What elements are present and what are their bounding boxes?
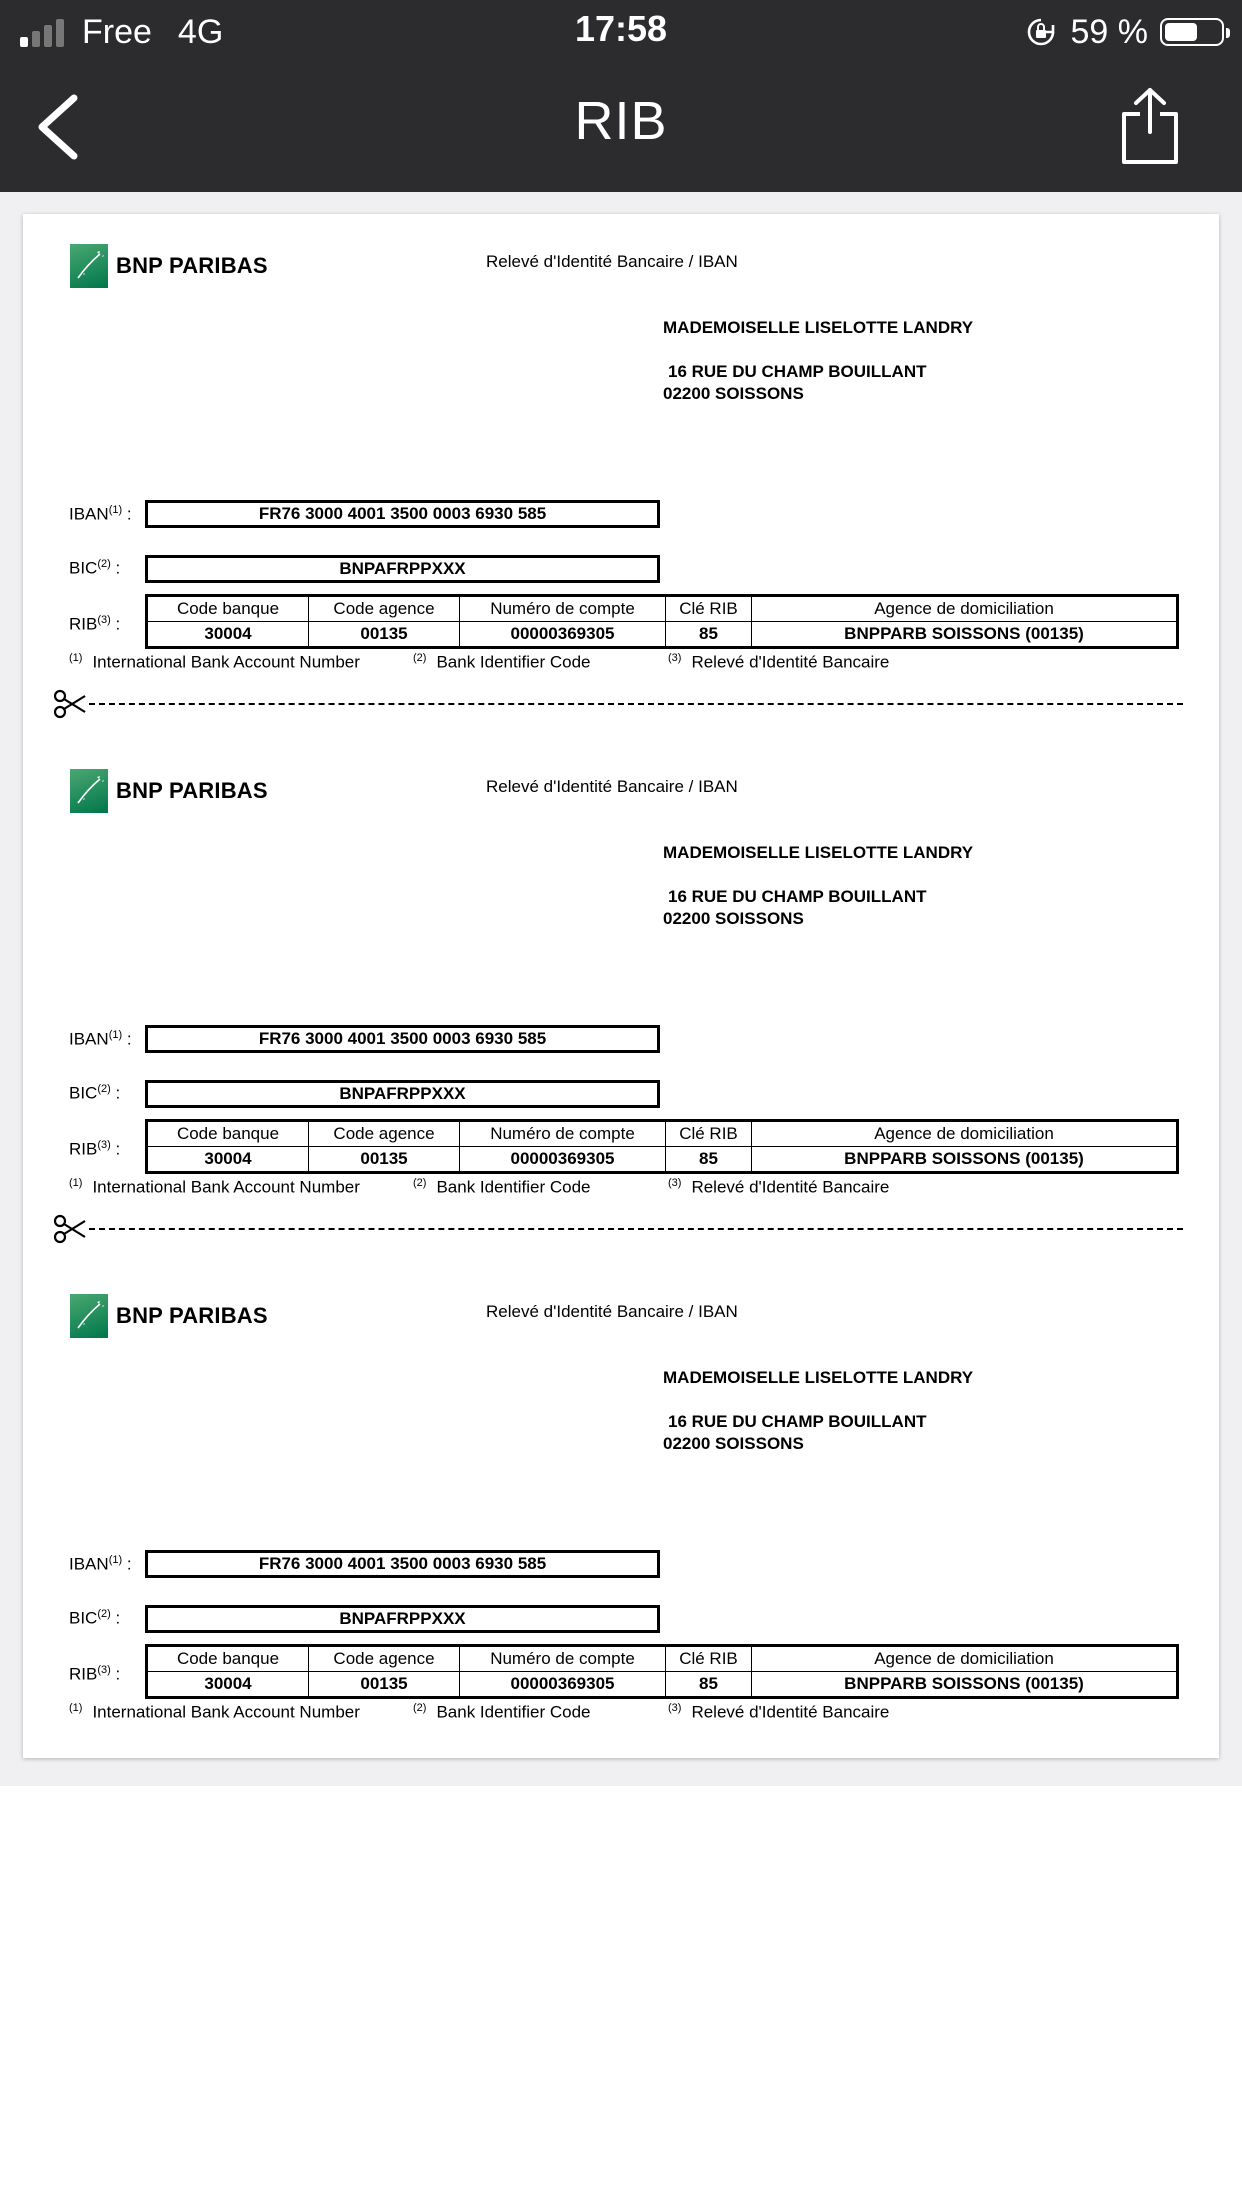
header-cle-rib: Clé RIB <box>666 1121 752 1147</box>
footnote-iban: $^{(1)}$ International Bank Account Number <box>69 1177 360 1197</box>
iban-value: FR76 3000 4001 3500 0003 6930 585 <box>145 1550 660 1578</box>
rib-value-row <box>147 622 1178 648</box>
footnote-bic: $^{(2)}$ Bank Identifier Code <box>413 1177 591 1197</box>
rib-label: RIB$^{(3)}$ : <box>69 1664 121 1684</box>
address-line-1: 16 RUE DU CHAMP BOUILLANT <box>668 1412 927 1431</box>
bic-value: BNPAFRPPXXX <box>145 555 660 583</box>
logo-stars-icon <box>70 1294 108 1338</box>
account-holder: MADEMOISELLE LISELOTTE LANDRY <box>663 843 974 862</box>
brand-name: BNP PARIBAS <box>116 253 268 278</box>
value-code-banque: 30004 <box>147 1672 309 1698</box>
value-code-agence: 00135 <box>309 622 460 648</box>
header-cle-rib: Clé RIB <box>666 1646 752 1672</box>
rib-table <box>145 1644 1179 1699</box>
scissors-icon <box>53 689 87 719</box>
header-code-agence: Code agence <box>309 1646 460 1672</box>
header-numero-compte: Numéro de compte <box>460 1646 666 1672</box>
dashed-line <box>89 703 1183 705</box>
header-cle-rib: Clé RIB <box>666 596 752 622</box>
iban-value: FR76 3000 4001 3500 0003 6930 585 <box>145 1025 660 1053</box>
footnote-iban: $^{(1)}$ International Bank Account Number <box>69 1702 360 1722</box>
rib-header-row <box>147 596 1178 622</box>
bic-value: BNPAFRPPXXX <box>145 1605 660 1633</box>
iban-label: IBAN$^{(1)}$ : <box>69 1029 132 1049</box>
footnote-iban: $^{(1)}$ International Bank Account Number <box>69 652 360 672</box>
value-agence: BNPPARB SOISSONS (00135) <box>752 622 1178 648</box>
rib-label: RIB$^{(3)}$ : <box>69 614 121 634</box>
logo-stars-icon <box>70 244 108 288</box>
share-button[interactable] <box>1118 86 1182 166</box>
bic-value: BNPAFRPPXXX <box>145 1080 660 1108</box>
footnote-rib: $^{(3)}$ Relevé d'Identité Bancaire <box>668 1177 890 1197</box>
bnp-paribas-logo <box>70 769 268 813</box>
cut-line <box>53 689 1183 719</box>
header-code-banque: Code banque <box>147 1121 309 1147</box>
address-line-2: 02200 SOISSONS <box>663 909 804 928</box>
value-numero-compte: 00000369305 <box>460 622 666 648</box>
navigation-bar <box>0 62 1242 192</box>
footnote-rib: $^{(3)}$ Relevé d'Identité Bancaire <box>668 1702 890 1722</box>
address-line-2: 02200 SOISSONS <box>663 1434 804 1453</box>
bnp-paribas-logo <box>70 1294 268 1338</box>
rib-value-row <box>147 1672 1178 1698</box>
header-code-agence: Code agence <box>309 596 460 622</box>
value-code-agence: 00135 <box>309 1672 460 1698</box>
value-code-banque: 30004 <box>147 1147 309 1173</box>
iban-value: FR76 3000 4001 3500 0003 6930 585 <box>145 500 660 528</box>
rib-label: RIB$^{(3)}$ : <box>69 1139 121 1159</box>
bic-label: BIC$^{(2)}$ : <box>69 558 121 578</box>
top-bar <box>0 0 1242 192</box>
rib-block <box>23 1264 1219 1734</box>
header-agence: Agence de domiciliation <box>752 1121 1178 1147</box>
value-code-banque: 30004 <box>147 622 309 648</box>
value-numero-compte: 00000369305 <box>460 1672 666 1698</box>
value-cle-rib: 85 <box>666 1672 752 1698</box>
rib-table <box>145 594 1179 649</box>
address-line-1: 16 RUE DU CHAMP BOUILLANT <box>668 362 927 381</box>
address-line-2: 02200 SOISSONS <box>663 384 804 403</box>
clock: 17:58 <box>574 8 668 49</box>
header-code-banque: Code banque <box>147 596 309 622</box>
account-holder: MADEMOISELLE LISELOTTE LANDRY <box>663 318 974 337</box>
dashed-line <box>89 1228 1183 1230</box>
address-line-1: 16 RUE DU CHAMP BOUILLANT <box>668 887 927 906</box>
logo-stars-icon <box>70 769 108 813</box>
header-numero-compte: Numéro de compte <box>460 596 666 622</box>
document-title: Relevé d'Identité Bancaire / IBAN <box>486 1302 738 1321</box>
rotation-lock-icon <box>1025 16 1057 48</box>
header-code-banque: Code banque <box>147 1646 309 1672</box>
bnp-paribas-logo <box>70 244 268 288</box>
header-agence: Agence de domiciliation <box>752 596 1178 622</box>
pdf-page <box>23 214 1219 1758</box>
header-numero-compte: Numéro de compte <box>460 1121 666 1147</box>
status-right <box>1025 10 1225 54</box>
footnote-rib: $^{(3)}$ Relevé d'Identité Bancaire <box>668 652 890 672</box>
iban-label: IBAN$^{(1)}$ : <box>69 504 132 524</box>
bic-label: BIC$^{(2)}$ : <box>69 1608 121 1628</box>
value-code-agence: 00135 <box>309 1147 460 1173</box>
cut-line <box>53 1214 1183 1244</box>
account-holder: MADEMOISELLE LISELOTTE LANDRY <box>663 1368 974 1387</box>
status-bar <box>0 0 1242 62</box>
value-numero-compte: 00000369305 <box>460 1147 666 1173</box>
bic-label: BIC$^{(2)}$ : <box>69 1083 121 1103</box>
footnote-bic: $^{(2)}$ Bank Identifier Code <box>413 652 591 672</box>
network-type: 4G <box>177 12 224 51</box>
header-code-agence: Code agence <box>309 1121 460 1147</box>
rib-block <box>23 214 1219 684</box>
scissors-icon <box>53 1214 87 1244</box>
iban-label: IBAN$^{(1)}$ : <box>69 1554 132 1574</box>
rib-block <box>23 739 1219 1209</box>
footnote-bic: $^{(2)}$ Bank Identifier Code <box>413 1702 591 1722</box>
rib-header-row <box>147 1121 1178 1147</box>
header-agence: Agence de domiciliation <box>752 1646 1178 1672</box>
document-viewer[interactable] <box>0 192 1242 1786</box>
brand-name: BNP PARIBAS <box>116 1303 268 1328</box>
brand-name: BNP PARIBAS <box>116 778 268 803</box>
document-title: Relevé d'Identité Bancaire / IBAN <box>486 252 738 271</box>
page-title: RIB <box>574 91 668 151</box>
value-cle-rib: 85 <box>666 1147 752 1173</box>
value-agence: BNPPARB SOISSONS (00135) <box>752 1147 1178 1173</box>
battery-percent: 59 % <box>1070 12 1148 51</box>
document-title: Relevé d'Identité Bancaire / IBAN <box>486 777 738 796</box>
rib-header-row <box>147 1646 1178 1672</box>
value-agence: BNPPARB SOISSONS (00135) <box>752 1672 1178 1698</box>
battery-icon <box>1160 18 1224 46</box>
carrier-name: Free <box>82 12 152 51</box>
value-cle-rib: 85 <box>666 622 752 648</box>
rib-value-row <box>147 1147 1178 1173</box>
rib-table <box>145 1119 1179 1174</box>
